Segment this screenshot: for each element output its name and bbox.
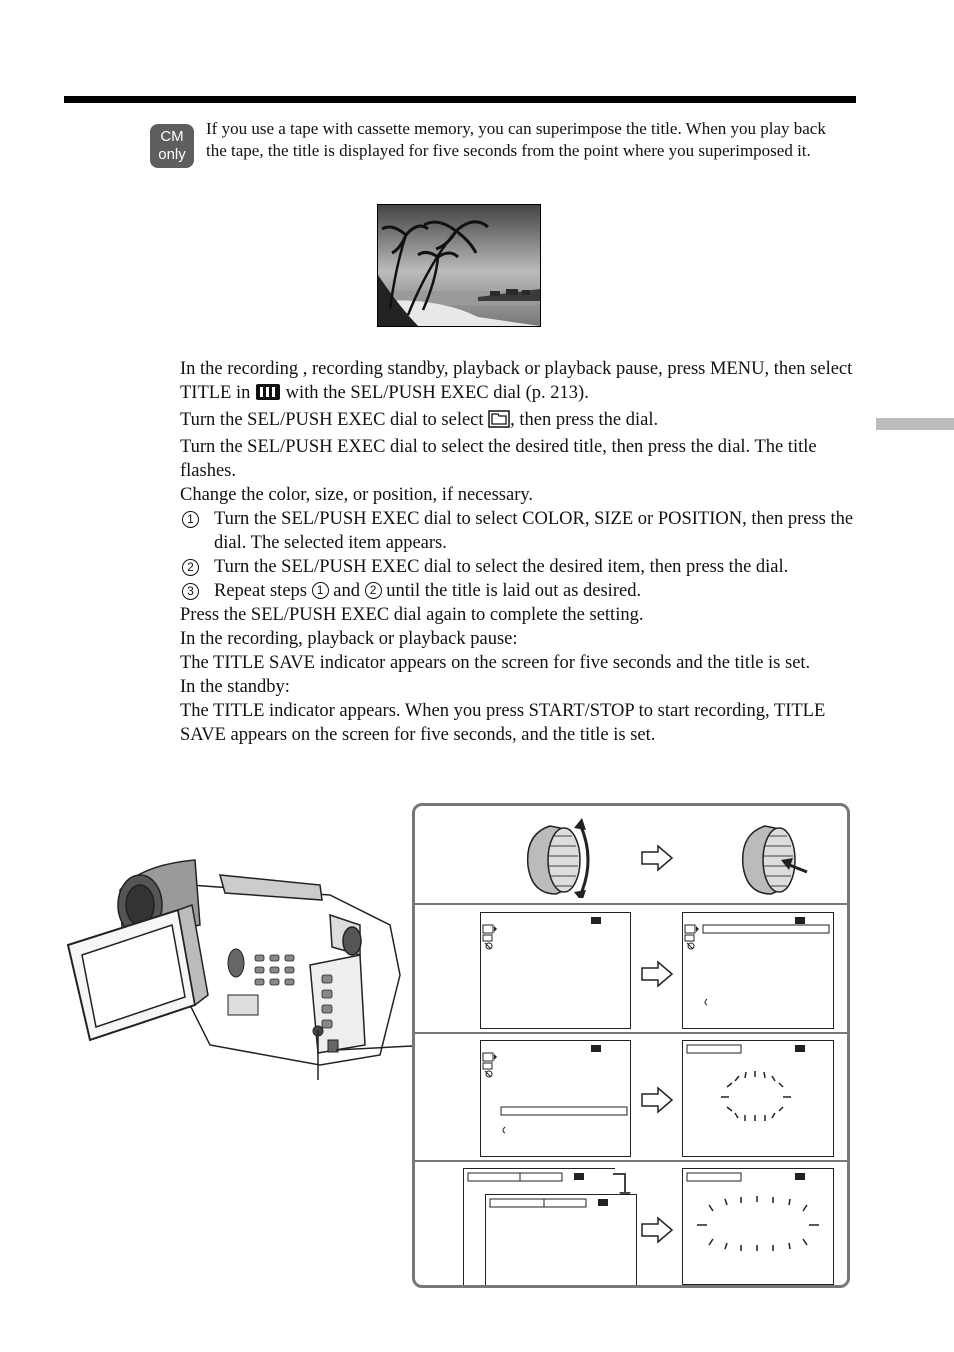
substep-3-text-c: until the title is laid out as desired. xyxy=(386,581,642,601)
header-rule xyxy=(64,96,856,103)
step-6: In the recording, playback or playback pause: xyxy=(180,629,518,649)
arrow-right-icon xyxy=(640,1216,674,1244)
preset-title-icon xyxy=(488,410,510,435)
panel-divider-1 xyxy=(415,903,847,905)
step-7: The TITLE SAVE indicator appears on the screen for five seconds and the title is set. xyxy=(180,653,811,673)
section-tab xyxy=(876,418,954,430)
cm-only-badge xyxy=(150,124,194,168)
settings-screen-front xyxy=(485,1194,637,1288)
substep-3-ref-1: 1 xyxy=(312,582,329,599)
step-1-text-b: with the SEL/PUSH EXEC dial (p. 213). xyxy=(285,383,589,403)
menu-screen-3 xyxy=(480,1040,631,1157)
substep-3-line xyxy=(214,579,641,603)
beach-photo xyxy=(377,204,541,327)
step-5: Press the SEL/PUSH EXEC dial again to complete the setting. xyxy=(180,605,644,625)
procedure-steps xyxy=(180,357,860,747)
substep-2-text: Turn the SEL/PUSH EXEC dial to select the desired item, then press the dial. xyxy=(214,557,789,577)
substep-1 xyxy=(180,507,860,555)
panel-divider-3 xyxy=(415,1160,847,1162)
substep-2-number: 2 xyxy=(182,559,199,576)
substep-1-number: 1 xyxy=(182,511,199,528)
substep-3-text-b: and xyxy=(333,581,360,601)
arrow-right-icon xyxy=(640,1086,674,1114)
step-4: Change the color, size, or position, if necessary. xyxy=(180,485,534,505)
substep-1-text: Turn the SEL/PUSH EXEC dial to select COLOR, SIZE or POSITION, then press the dial. The selected item appears. xyxy=(214,509,854,553)
steps-diagram-panel xyxy=(412,803,850,1288)
cassette-memory-note: If you use a tape with cassette memory, you can superimpose the title. When you play back the tape, the title is displayed for five seconds from the point where you superimposed it. xyxy=(206,119,826,160)
panel-divider-2 xyxy=(415,1032,847,1034)
title-flash-screen xyxy=(682,1040,834,1157)
title-set-screen xyxy=(682,1168,834,1285)
arrow-right-icon xyxy=(640,960,674,988)
arrow-right-icon xyxy=(640,844,674,872)
badge-line-2: only xyxy=(158,146,186,163)
badge-line-1: CM xyxy=(160,128,184,145)
substep-3-number: 3 xyxy=(182,583,199,600)
step-2 xyxy=(180,408,860,435)
step-2-text-b: , then press the dial. xyxy=(510,410,659,430)
menu-screen-1 xyxy=(480,912,631,1029)
step-1-text-a: In the recording , recording standby, playback or playback pause, press MENU, then select TITLE in xyxy=(180,359,853,403)
substep-3 xyxy=(180,579,860,603)
substep-3-ref-2: 2 xyxy=(365,582,382,599)
step-9: The TITLE indicator appears. When you press START/STOP to start recording, TITLE SAVE appears on the screen for five seconds, and the title is set. xyxy=(180,701,826,745)
dial-turn-icon xyxy=(520,816,600,898)
dial-press-icon xyxy=(735,816,815,898)
tape-set-menu-icon xyxy=(255,383,281,408)
menu-screen-2 xyxy=(682,912,834,1029)
substep-2 xyxy=(180,555,860,579)
camcorder-illustration xyxy=(60,855,420,1105)
step-2-text-a: Turn the SEL/PUSH EXEC dial to select xyxy=(180,410,484,430)
substep-3-text-a: Repeat steps xyxy=(214,581,307,601)
step-3: Turn the SEL/PUSH EXEC dial to select the desired title, then press the dial. The title flashes. xyxy=(180,437,817,481)
step-8: In the standby: xyxy=(180,677,290,697)
step-1 xyxy=(180,357,860,408)
